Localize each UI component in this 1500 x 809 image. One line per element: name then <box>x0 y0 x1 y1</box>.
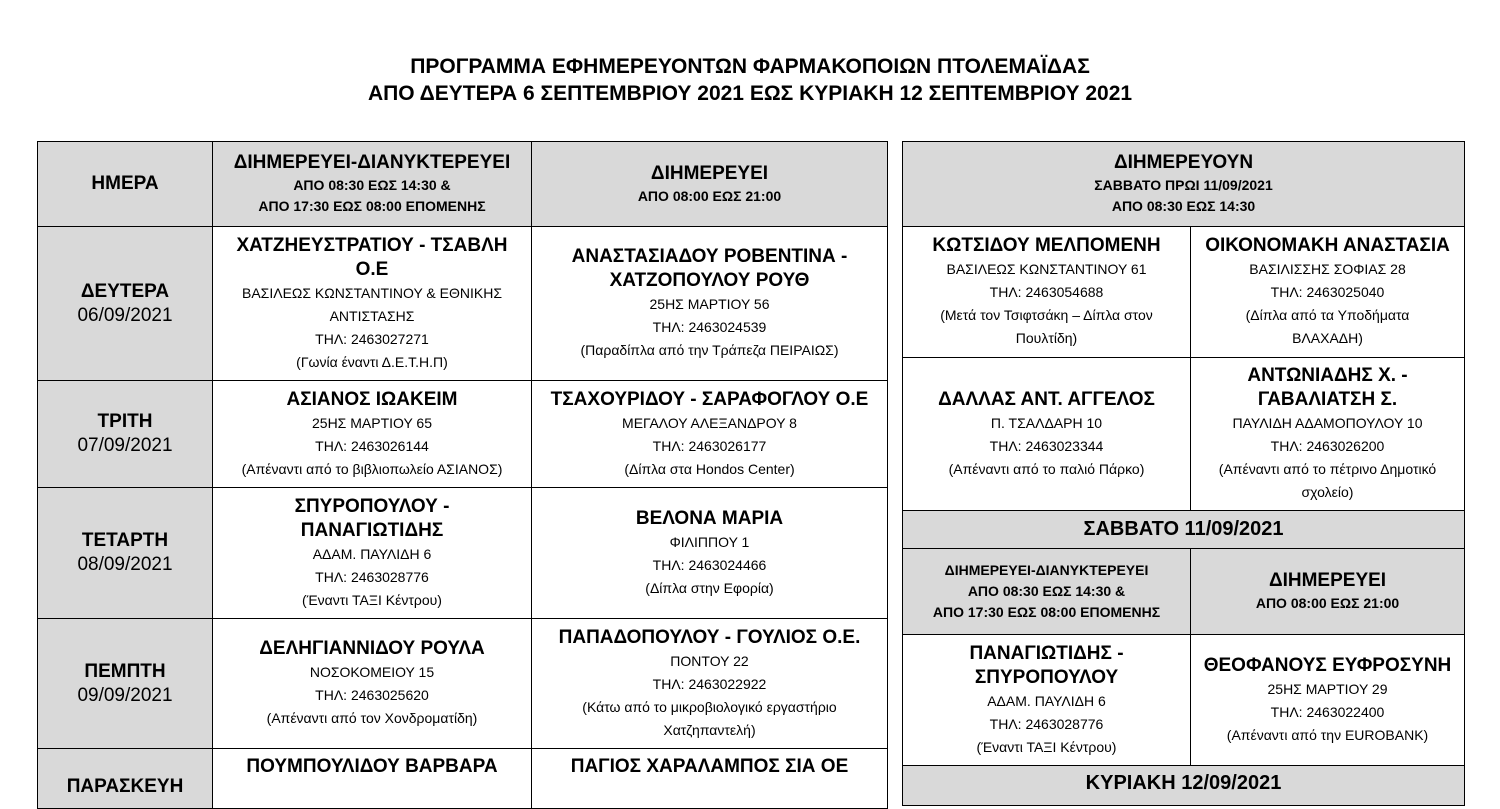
table-row <box>903 227 1465 358</box>
pharmacy-name: Ο.Ε <box>355 258 389 280</box>
night-column-hours-2: ΑΠΟ 17:30 ΕΩΣ 08:00 ΕΠΟΜΕΝΗΣ <box>258 198 486 214</box>
pharmacy-note: (Παραδίπλα από την Τράπεζα ΠΕΙΡΑΙΩΣ) <box>580 342 839 358</box>
pharmacy-cell <box>1191 227 1465 358</box>
pharmacy-phone: ΤΗΛ: 2463022400 <box>1270 703 1385 720</box>
day-date: 08/09/2021 <box>77 554 173 575</box>
pharmacy-name: ΤΣΑΧΟΥΡΙΔΟΥ - ΣΑΡΑΦΟΓΛΟΥ Ο.Ε <box>550 388 869 410</box>
day-name: ΤΡΙΤΗ <box>97 411 153 432</box>
pharmacy-note: (Απέναντι από την EUROBANK) <box>1226 726 1429 743</box>
pharmacy-note: ΒΛΑΧΑΔΗ) <box>1292 330 1363 346</box>
pharmacy-note: (Δίπλα στα Hondos Center) <box>624 460 795 477</box>
night-column-hours-1: ΑΠΟ 08:30 ΕΩΣ 14:30 & <box>293 177 451 193</box>
pharmacy-name: ΓΑΒΑΛΙΑΤΣΗ Σ. <box>1257 389 1398 410</box>
day-date: 07/09/2021 <box>77 435 173 456</box>
pharmacy-address: Π. ΤΣΑΛΔΑΡΗ 10 <box>990 414 1103 431</box>
pharmacy-phone: ΤΗΛ: 2463026144 <box>315 437 429 454</box>
saturday-morning-date: ΣΑΒΒΑΤΟ ΠΡΩΙ 11/09/2021 <box>1094 177 1273 193</box>
pharmacy-note: σχολείο) <box>1301 484 1354 500</box>
saturday-night-hours-2: ΑΠΟ 17:30 ΕΩΣ 08:00 ΕΠΟΜΕΝΗΣ <box>932 604 1161 620</box>
pharmacy-name: ΠΑΓΙΟΣ ΧΑΡΑΛΑΜΠΟΣ ΣΙΑ ΟΕ <box>570 756 849 777</box>
night-column-title: ΔΙΗΜΕΡΕΥΕΙ-ΔΙΑΝΥΚΤΕΡΕΥΕΙ <box>233 152 511 173</box>
pharmacy-address: 25ΗΣ ΜΑΡΤΙΟΥ 29 <box>1267 680 1388 697</box>
page-subtitle: ΑΠΟ ΔΕΥΤΕΡΑ 6 ΣΕΠΤΕΜΒΡΙΟΥ 2021 ΕΩΣ ΚΥΡΙΑΚΗ 12 ΣΕΠΤΕΜΒΡΙΟΥ 2021 <box>367 82 1133 105</box>
pharmacy-cell <box>903 635 1191 766</box>
pharmacy-note: (Έναντι ΤΑΞΙ Κέντρου) <box>976 738 1117 755</box>
saturday-morning-title: ΔΙΗΜΕΡΕΥΟΥΝ <box>1113 152 1254 173</box>
page-title: ΠΡΟΓΡΑΜΜΑ ΕΦΗΜΕΡΕΥΟΝΤΩΝ ΦΑΡΜΑΚΟΠΟΙΩΝ ΠΤΟΛΕΜΑΪΔΑΣ <box>410 55 1090 78</box>
saturday-morning-header-row <box>903 142 1465 227</box>
day-name: ΤΕΤΑΡΤΗ <box>81 530 169 551</box>
pharmacy-note: (Γωνία έναντι Δ.Ε.Τ.Η.Π) <box>296 353 448 370</box>
pharmacy-note: (Δίπλα στην Εφορία) <box>645 579 774 596</box>
day-duty-column-header <box>532 142 888 227</box>
pharmacy-note: (Απέναντι από το πέτρινο Δημοτικό <box>1218 461 1437 477</box>
pharmacy-cell <box>532 749 888 809</box>
pharmacy-phone: ΤΗΛ: 2463024466 <box>652 556 767 573</box>
saturday-morning-header <box>903 142 1465 227</box>
pharmacy-address: ΒΑΣΙΛΕΩΣ ΚΩΝΣΤΑΝΤΙΝΟΥ 61 <box>946 261 1147 277</box>
pharmacy-phone: ΤΗΛ: 2463028776 <box>315 568 429 585</box>
pharmacy-phone: ΤΗΛ: 2463028776 <box>989 715 1104 732</box>
day-cell <box>38 381 213 488</box>
pharmacy-name: ΒΕΛΟΝΑ ΜΑΡΙΑ <box>635 507 784 529</box>
pharmacy-cell <box>213 749 532 809</box>
pharmacy-phone: ΤΗΛ: 2463025620 <box>315 687 429 703</box>
pharmacy-name: ΠΑΠΑΔΟΠΟΥΛΟΥ - ΓΟΥΛΙΟΣ Ο.Ε. <box>558 626 861 648</box>
sunday-section-title: ΚΥΡΙΑΚΗ 12/09/2021 <box>903 766 1465 806</box>
saturday-day-column-title: ΔΙΗΜΕΡΕΥΕΙ <box>1268 570 1387 591</box>
table-row <box>38 227 888 381</box>
table-row <box>903 635 1465 766</box>
day-name: ΠΑΡΑΣΚΕΥΗ <box>66 776 184 797</box>
pharmacy-address: 25ΗΣ ΜΑΡΤΙΟΥ 56 <box>649 296 770 312</box>
table-row <box>903 358 1465 511</box>
pharmacy-cell <box>532 381 888 488</box>
day-header-label: ΗΜΕΡΑ <box>91 173 159 194</box>
table-row <box>38 749 888 809</box>
pharmacy-cell <box>532 619 888 749</box>
pharmacy-phone: ΤΗΛ: 2463025040 <box>1270 284 1385 300</box>
pharmacy-phone: ΤΗΛ: 2463023344 <box>989 437 1104 454</box>
pharmacy-address: 25ΗΣ ΜΑΡΤΙΟΥ 65 <box>312 414 432 431</box>
day-duty-column-title: ΔΙΗΜΕΡΕΥΕΙ <box>650 162 769 184</box>
pharmacy-note: (Απέναντι από το παλιό Πάρκο) <box>948 460 1145 477</box>
saturday-day-column-hours: ΑΠΟ 08:00 ΕΩΣ 21:00 <box>1255 595 1400 611</box>
table-row <box>38 619 888 749</box>
saturday-night-column-header <box>903 549 1191 635</box>
pharmacy-phone: ΤΗΛ: 2463026177 <box>652 437 767 454</box>
pharmacy-cell <box>1191 635 1465 766</box>
weekday-schedule-table <box>37 141 888 809</box>
saturday-header-row <box>903 549 1465 635</box>
pharmacy-cell <box>532 227 888 381</box>
pharmacy-cell <box>213 488 532 619</box>
pharmacy-note: (Απέναντι από το βιβλιοπωλείο ΑΣΙΑΝΟΣ) <box>241 460 503 477</box>
pharmacy-note: Χατζηπαντελή) <box>663 721 756 738</box>
pharmacy-address: ΠΑΥΛΙΔΗ ΑΔΑΜΟΠΟΥΛΟΥ 10 <box>1232 415 1423 431</box>
night-column-header <box>213 142 532 227</box>
day-name: ΔΕΥΤΕΡΑ <box>80 280 170 302</box>
pharmacy-cell <box>903 358 1191 511</box>
pharmacy-cell <box>1191 358 1465 511</box>
saturday-night-hours-1: ΑΠΟ 08:30 ΕΩΣ 14:30 & <box>967 583 1126 599</box>
weekend-schedule-table <box>902 141 1465 806</box>
weekday-header-row <box>38 142 888 227</box>
pharmacy-address: ΦΙΛΙΠΠΟΥ 1 <box>669 533 750 550</box>
pharmacy-name: ΣΠΥΡΟΠΟΥΛΟΥ - <box>294 495 450 517</box>
saturday-night-column-title: ΔΙΗΜΕΡΕΥΕΙ-ΔΙΑΝΥΚΤΕΡΕΥΕΙ <box>944 562 1149 578</box>
pharmacy-note: (Δίπλα από τα Υποδήματα <box>1245 307 1410 323</box>
pharmacy-phone: ΤΗΛ: 2463022922 <box>652 675 767 692</box>
sunday-section-row <box>903 766 1465 806</box>
pharmacy-name: ΠΑΝΑΓΙΩΤΙΔΗΣ <box>300 519 444 541</box>
pharmacy-note: (Απέναντι από τον Χονδροματίδη) <box>266 710 478 726</box>
pharmacy-name: ΣΠΥΡΟΠΟΥΛΟΥ <box>974 666 1119 688</box>
pharmacy-name: ΔΕΛΗΓΙΑΝΝΙΔΟΥ ΡΟΥΛΑ <box>259 638 485 659</box>
pharmacy-name: ΑΣΙΑΝΟΣ ΙΩΑΚΕΙΜ <box>286 388 458 410</box>
pharmacy-note: Πουλτίδη) <box>1015 330 1078 346</box>
day-column-header <box>38 142 213 227</box>
pharmacy-phone: ΤΗΛ: 2463026200 <box>1270 438 1385 454</box>
pharmacy-address: ΒΑΣΙΛΕΩΣ ΚΩΝΣΤΑΝΤΙΝΟΥ & ΕΘΝΙΚΗΣ <box>242 284 502 301</box>
pharmacy-note: (Κάτω από το μικροβιολογικό εργαστήριο <box>582 698 837 715</box>
pharmacy-phone: ΤΗΛ: 2463027271 <box>315 330 429 347</box>
pharmacy-name: ΠΟΥΜΠΟΥΛΙΔΟΥ ΒΑΡΒΑΡΑ <box>246 756 498 777</box>
pharmacy-address: ΑΝΤΙΣΤΑΣΗΣ <box>329 307 415 324</box>
day-duty-column-hours: ΑΠΟ 08:00 ΕΩΣ 21:00 <box>637 187 782 204</box>
day-cell <box>38 227 213 381</box>
pharmacy-cell <box>532 488 888 619</box>
pharmacy-address: ΜΕΓΑΛΟΥ ΑΛΕΞΑΝΔΡΟΥ 8 <box>622 414 797 431</box>
pharmacy-note: (Μετά τον Τσιφτσάκη – Δίπλα στον <box>940 307 1153 323</box>
pharmacy-name: ΑΝΤΩΝΙΑΔΗΣ Χ. - <box>1247 365 1408 386</box>
pharmacy-address: ΒΑΣΙΛΙΣΣΗΣ ΣΟΦΙΑΣ 28 <box>1249 261 1406 277</box>
day-cell <box>38 488 213 619</box>
pharmacy-name: ΧΑΤΖΟΠΟΥΛΟΥ ΡΟΥΘ <box>609 270 810 291</box>
saturday-section-row <box>903 511 1465 549</box>
saturday-day-column-header <box>1191 549 1465 635</box>
pharmacy-phone: ΤΗΛ: 2463024539 <box>652 319 767 335</box>
day-cell <box>38 619 213 749</box>
pharmacy-cell <box>903 227 1191 358</box>
pharmacy-name: ΔΑΛΛΑΣ ΑΝΤ. ΑΓΓΕΛΟΣ <box>938 388 1155 410</box>
day-date: 06/09/2021 <box>77 304 173 326</box>
pharmacy-phone: ΤΗΛ: 2463054688 <box>989 284 1104 300</box>
pharmacy-cell <box>213 381 532 488</box>
day-date: 09/09/2021 <box>77 684 173 706</box>
table-row <box>38 488 888 619</box>
pharmacy-name: ΠΑΝΑΓΙΩΤΙΔΗΣ - <box>969 642 1124 664</box>
pharmacy-cell <box>213 227 532 381</box>
table-row <box>38 381 888 488</box>
pharmacy-name: ΑΝΑΣΤΑΣΙΑΔΟΥ ΡΟΒΕΝΤΙΝΑ - <box>571 246 848 267</box>
pharmacy-address: ΑΔΑΜ. ΠΑΥΛΙΔΗ 6 <box>312 545 432 562</box>
pharmacy-cell <box>213 619 532 749</box>
day-cell <box>38 749 213 809</box>
pharmacy-address: ΠΟΝΤΟΥ 22 <box>670 652 749 669</box>
saturday-section-title: ΣΑΒΒΑΤΟ 11/09/2021 <box>903 511 1465 549</box>
pharmacy-address: ΝΟΣΟΚΟΜΕΙΟΥ 15 <box>309 664 435 680</box>
pharmacy-name: ΚΩΤΣΙΔΟΥ ΜΕΛΠΟΜΕΝΗ <box>932 235 1161 256</box>
pharmacy-name: ΧΑΤΖΗΕΥΣΤΡΑΤΙΟΥ - ΤΣΑΒΛΗ <box>236 234 508 256</box>
pharmacy-note: (Έναντι ΤΑΞΙ Κέντρου) <box>302 591 442 608</box>
day-name: ΠΕΜΠΤΗ <box>84 660 166 682</box>
pharmacy-name: ΘΕΟΦΑΝΟΥΣ ΕΥΦΡΟΣΥΝΗ <box>1203 654 1452 676</box>
pharmacy-name: ΟΙΚΟΝΟΜΑΚΗ ΑΝΑΣΤΑΣΙΑ <box>1205 235 1450 256</box>
pharmacy-address: ΑΔΑΜ. ΠΑΥΛΙΔΗ 6 <box>987 692 1106 709</box>
saturday-morning-hours: ΑΠΟ 08:30 ΕΩΣ 14:30 <box>1111 198 1256 214</box>
